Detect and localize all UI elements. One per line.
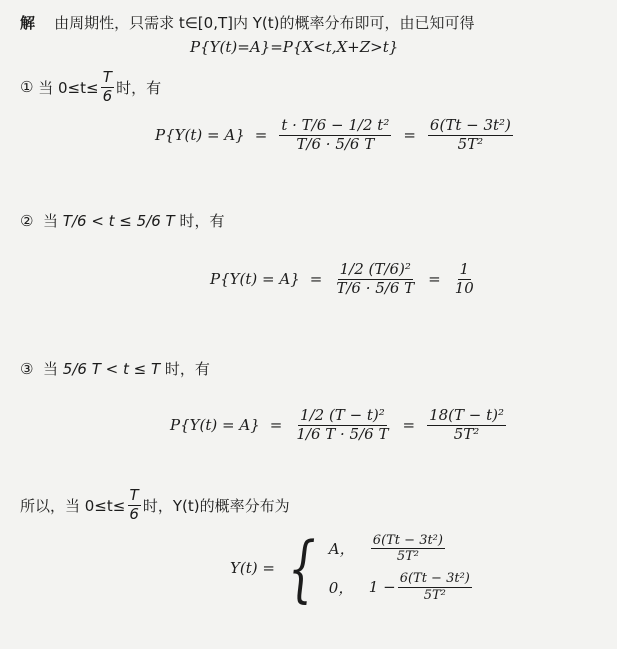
intro-line xyxy=(20,12,475,33)
intro-formula: P{Y(t)=A}=P{X<t,X+Z>t} xyxy=(190,38,399,56)
case1-mid-fraction xyxy=(279,118,391,153)
case-row-a-den: 5T² xyxy=(396,549,419,565)
case3-rhs-den: 5T² xyxy=(453,424,480,443)
case2-suffix: 时，有 xyxy=(179,212,225,230)
case3-mid-fraction xyxy=(294,408,390,443)
case1-prefix: 当 0≤t≤ xyxy=(38,78,99,97)
left-brace-icon: { xyxy=(288,526,316,610)
case2-lhs: P{Y(t) = A} xyxy=(210,270,300,289)
intro-text: 由周期性，只需求 t∈[0,T]内 Y(t)的概率分布即可，由已知可得 xyxy=(54,14,475,32)
case3-heading xyxy=(20,358,210,379)
case3-prefix: 当 xyxy=(43,360,59,378)
case2-mid-den: T/6 · 5/6 T xyxy=(336,278,415,297)
case3-rhs-fraction xyxy=(427,408,506,443)
case1-eq2: = xyxy=(403,126,416,145)
case2-prefix: 当 xyxy=(43,212,59,230)
case3-equation xyxy=(170,408,508,443)
case3-suffix: 时，有 xyxy=(164,360,210,378)
case2-rhs-num: 1 xyxy=(459,260,470,278)
case1-rhs-den: 5T² xyxy=(457,134,484,153)
case3-eq2: = xyxy=(402,416,416,435)
distribution-lhs: Y(t) = xyxy=(230,559,275,577)
case2-heading xyxy=(20,210,225,231)
case3-lhs: P{Y(t) = A} xyxy=(170,416,260,435)
case-row-a xyxy=(329,534,474,564)
case1-suffix: 时，有 xyxy=(116,78,162,97)
solution-label: 解 xyxy=(20,14,36,32)
case-row-0-den: 5T² xyxy=(423,587,446,603)
conclusion-cond-num: T xyxy=(129,486,139,504)
case1-mid-den: T/6 · 5/6 T xyxy=(296,134,375,153)
case3-mid-den: 1/6 T · 5/6 T xyxy=(296,424,389,443)
case1-label: ① xyxy=(20,78,34,97)
conclusion-cond-den: 6 xyxy=(129,504,139,523)
distribution-cases xyxy=(329,534,474,603)
distribution-equation xyxy=(230,526,474,610)
case3-cond: 5/6 T < t ≤ T xyxy=(62,360,161,378)
case1-eq1: = xyxy=(254,126,268,145)
case1-cond-den: 6 xyxy=(102,86,113,105)
case-row-0-fraction xyxy=(398,572,472,602)
conclusion-suffix: 时，Y(t)的概率分布为 xyxy=(142,496,290,515)
case3-label: ③ xyxy=(20,360,34,378)
case1-lhs: P{Y(t) = A} xyxy=(155,126,245,145)
case-row-a-value: A， xyxy=(328,540,355,559)
case1-cond-fraction xyxy=(101,70,115,105)
conclusion-heading xyxy=(20,488,290,523)
case2-cond: T/6 < t ≤ 5/6 T xyxy=(62,212,175,230)
case-row-a-fraction xyxy=(371,534,445,564)
case2-rhs-fraction xyxy=(453,262,476,297)
case-row-a-num: 6(Tt − 3t²) xyxy=(372,532,443,548)
case2-equation xyxy=(210,262,478,297)
case-row-0 xyxy=(329,572,474,602)
case1-rhs-fraction xyxy=(428,118,513,153)
case-row-0-prefix: 1 − xyxy=(368,578,396,597)
case2-eq2: = xyxy=(428,270,441,289)
case3-eq1: = xyxy=(269,416,283,435)
case2-rhs-den: 10 xyxy=(454,278,474,297)
case1-rhs-num: 6(Tt − 3t²) xyxy=(429,116,511,134)
case2-eq1: = xyxy=(309,270,323,289)
case1-mid-num: t · T/6 − 1/2 t² xyxy=(281,116,390,134)
case1-equation xyxy=(155,118,515,153)
case3-mid-num: 1/2 (T − t)² xyxy=(300,406,385,424)
conclusion-cond-fraction xyxy=(127,488,141,523)
case2-label: ② xyxy=(20,212,34,230)
case2-mid-num: 1/2 (T/6)² xyxy=(339,260,411,278)
case1-cond-num: T xyxy=(102,68,112,86)
case3-rhs-num: 18(T − t)² xyxy=(429,406,505,424)
case2-mid-fraction xyxy=(334,262,416,297)
case1-heading xyxy=(20,70,161,105)
case-row-0-value: 0， xyxy=(328,578,354,597)
case-row-0-num: 6(Tt − 3t²) xyxy=(399,571,470,586)
conclusion-prefix: 所以，当 0≤t≤ xyxy=(20,496,126,515)
